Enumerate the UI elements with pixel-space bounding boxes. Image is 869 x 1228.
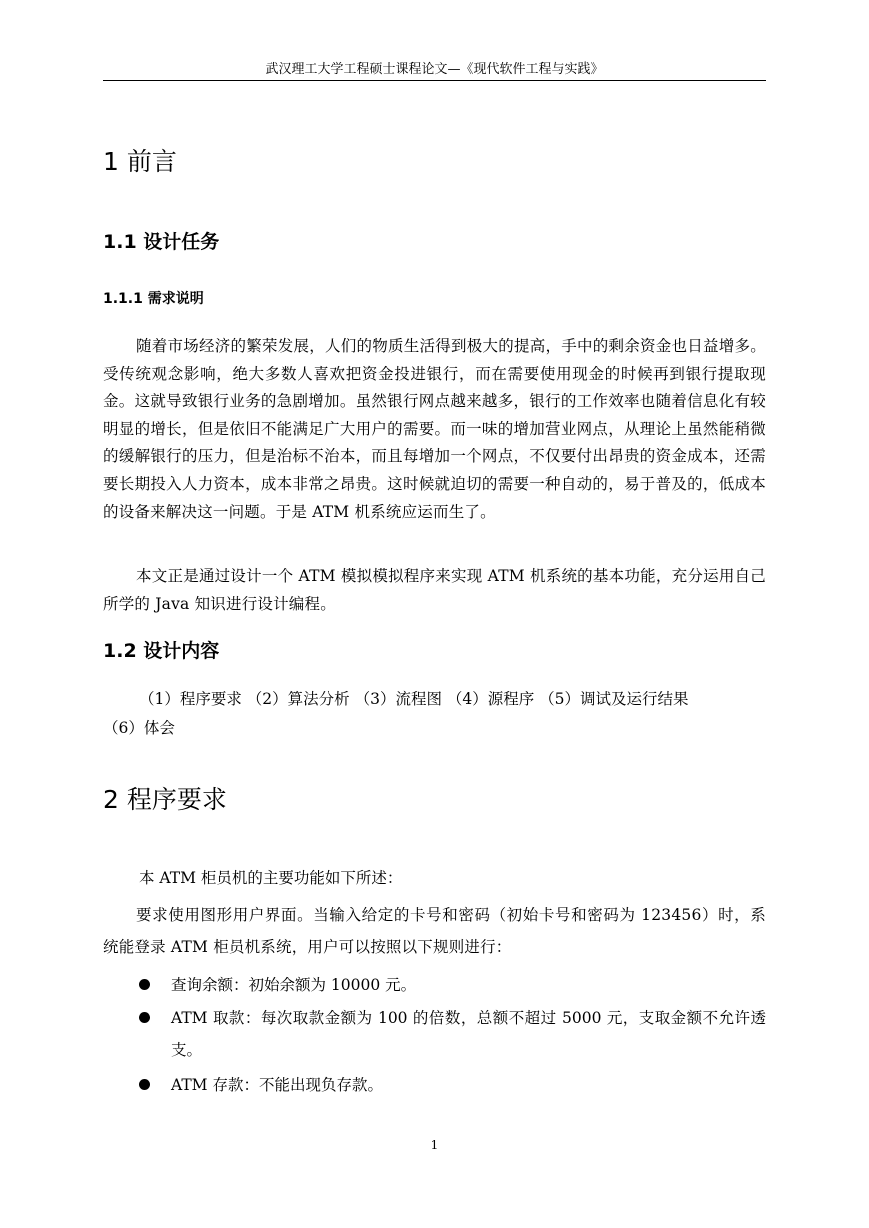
section-2-heading: 2 程序要求 — [103, 785, 227, 814]
paragraph-requirements: 随着市场经济的繁荣发展，人们的物质生活得到极大的提高，手中的剩余资金也日益增多。受传统观念影响，绝大多数人喜欢把资金投进银行，而在需要使用现金的时候再到银行提取现金。这就导致银行业务的急剧增加。虽然银行网点越来越多，银行的工作效率也随着信息化有较明显的增长，但是依旧不能满足广大用户的需要。而一味的增加营业网点，从理论上虽然能稍微的缓解银行的压力，但是治标不治本，而且每增加一个网点，不仅要付出昂贵的资金成本，还需要长期投入人力资本，成本非常之昂贵。这时候就迫切的需要一种自动的，易于普及的，低成本的设备来解决这一问题。于是 ATM 机系统应运而生了。 — [103, 337, 766, 521]
section-1-1-1-heading: 1.1.1 需求说明 — [103, 291, 204, 307]
bullet-item-withdraw: ATM 取款：每次取款金额为 100 的倍数，总额不超过 5000 元，支取金额不允许透支。 — [171, 1009, 766, 1059]
paragraph-atm-functions: 本 ATM 柜员机的主要功能如下所述： — [139, 869, 403, 887]
running-header: 武汉理工大学工程硕士课程论文—《现代软件工程与实践》 — [265, 62, 604, 77]
bullet-item-balance: 查询余额：初始余额为 10000 元。 — [171, 976, 417, 994]
design-content-line-1: （1）程序要求 （2）算法分析 （3）流程图 （4）源程序 （5）调试及运行结果 — [139, 690, 689, 708]
bullet-dot — [139, 979, 150, 990]
bullet-item-deposit: ATM 存款：不能出现负存款。 — [171, 1076, 383, 1094]
paragraph-purpose: 本文正是通过设计一个 ATM 模拟模拟程序来实现 ATM 机系统的基本功能，充分运用自己所学的 Java 知识进行设计编程。 — [103, 567, 766, 613]
section-1-heading: 1 前言 — [103, 147, 177, 176]
page-number: 1 — [430, 1138, 439, 1152]
bullet-dot — [139, 1079, 150, 1090]
paragraph-gui-requirement: 要求使用图形用户界面。当输入给定的卡号和密码（初始卡号和密码为 123456）时，系统能登录 ATM 柜员机系统，用户可以按照以下规则进行： — [103, 906, 766, 956]
section-1-2-heading: 1.2 设计内容 — [103, 640, 220, 662]
section-1-1-heading: 1.1 设计任务 — [103, 231, 220, 253]
header-rule — [103, 80, 766, 81]
bullet-dot — [139, 1012, 150, 1023]
design-content-line-2: （6）体会 — [103, 719, 175, 737]
